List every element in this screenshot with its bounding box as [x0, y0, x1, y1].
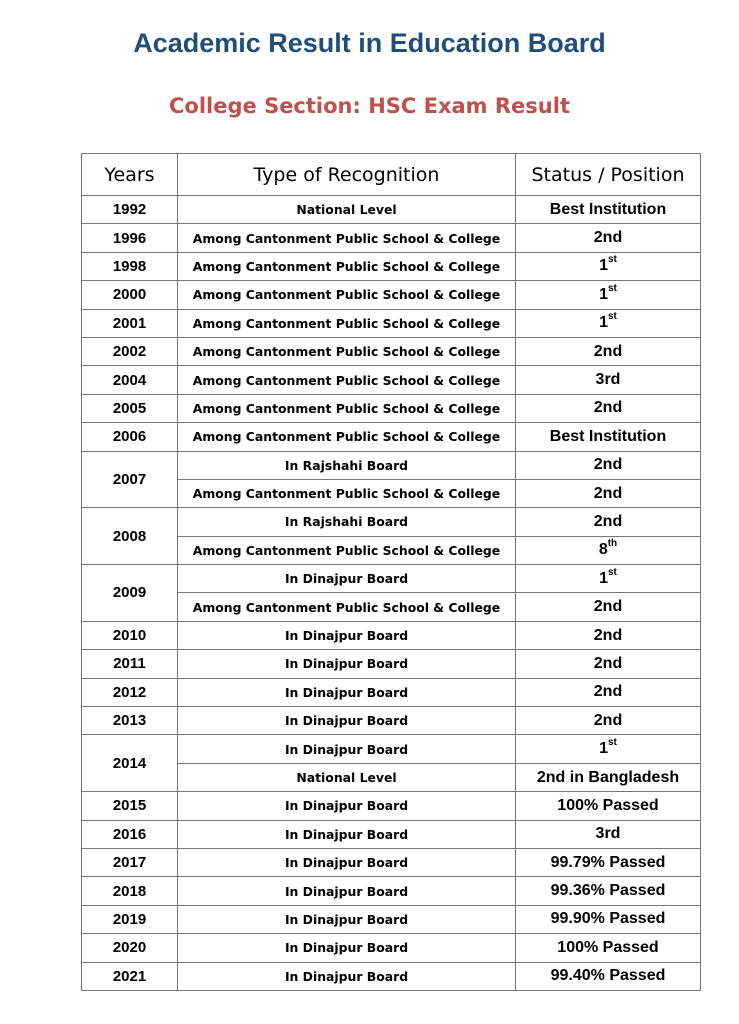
table-row — [82, 735, 701, 763]
table-row — [82, 934, 701, 962]
year-cell: 2020 — [82, 934, 178, 962]
recognition-type-cell: Among Cantonment Public School & College — [178, 423, 516, 451]
status-cell — [516, 337, 701, 365]
status-value: 99.36% Passed — [550, 882, 666, 900]
table-row — [82, 451, 701, 479]
recognition-type-cell: In Rajshahi Board — [178, 508, 516, 536]
status-cell — [516, 962, 701, 990]
status-ordinal-suffix: th — [607, 538, 618, 550]
status-cell — [516, 196, 701, 224]
table-row — [82, 224, 701, 252]
header-status-position: Status / Position — [516, 154, 701, 196]
status-cell — [516, 877, 701, 905]
year-cell: 2021 — [82, 962, 178, 990]
table-row — [82, 366, 701, 394]
status-value: 99.90% Passed — [550, 910, 666, 928]
year-cell: 1996 — [82, 224, 178, 252]
recognition-type-cell: Among Cantonment Public School & College — [178, 593, 516, 621]
status-cell — [516, 848, 701, 876]
status-value: 99.40% Passed — [550, 967, 666, 985]
table-row — [82, 423, 701, 451]
table-row — [82, 650, 701, 678]
status-cell — [516, 536, 701, 564]
year-cell: 2002 — [82, 337, 178, 365]
year-cell: 2012 — [82, 678, 178, 706]
year-cell: 1992 — [82, 196, 178, 224]
status-cell — [516, 792, 701, 820]
status-cell — [516, 394, 701, 422]
year-cell: 2008 — [82, 508, 178, 565]
status-value: 2nd — [593, 711, 623, 729]
status-cell — [516, 735, 701, 763]
recognition-type-cell: National Level — [178, 763, 516, 791]
table-row — [82, 281, 701, 309]
recognition-type-cell: In Dinajpur Board — [178, 678, 516, 706]
table-header-row — [82, 154, 701, 196]
status-value: 1 — [599, 257, 608, 275]
status-value: 2nd — [593, 484, 623, 502]
recognition-type-cell: In Dinajpur Board — [178, 820, 516, 848]
table-row — [82, 678, 701, 706]
status-cell — [516, 707, 701, 735]
status-ordinal-suffix: st — [608, 254, 617, 266]
status-ordinal-suffix: st — [608, 737, 617, 749]
status-value: 2nd — [593, 342, 623, 360]
status-cell — [516, 309, 701, 337]
recognition-type-cell: In Dinajpur Board — [178, 905, 516, 933]
recognition-type-cell: In Dinajpur Board — [178, 650, 516, 678]
status-value: 1 — [599, 569, 608, 587]
status-value: 2nd — [593, 683, 623, 701]
status-value: 2nd — [593, 456, 623, 474]
status-cell — [516, 650, 701, 678]
recognition-type-cell: In Dinajpur Board — [178, 877, 516, 905]
table-row — [82, 565, 701, 593]
status-value: 2nd — [593, 598, 623, 616]
status-ordinal-suffix: st — [608, 282, 617, 294]
recognition-type-cell: Among Cantonment Public School & College — [178, 309, 516, 337]
table-row — [82, 394, 701, 422]
year-cell: 2000 — [82, 281, 178, 309]
year-cell: 2004 — [82, 366, 178, 394]
status-cell — [516, 366, 701, 394]
status-value: 2nd — [593, 512, 623, 530]
recognition-type-cell: Among Cantonment Public School & College — [178, 252, 516, 280]
status-cell — [516, 479, 701, 507]
table-row — [82, 196, 701, 224]
year-cell: 2016 — [82, 820, 178, 848]
status-value: 99.79% Passed — [550, 853, 666, 871]
status-cell — [516, 423, 701, 451]
table-row — [82, 848, 701, 876]
year-cell: 2009 — [82, 565, 178, 622]
status-cell — [516, 820, 701, 848]
status-value: 2nd in Bangladesh — [536, 768, 680, 786]
page-subtitle: College Section: HSC Exam Result — [169, 94, 570, 118]
table-row — [82, 309, 701, 337]
status-cell — [516, 934, 701, 962]
status-value: Best Institution — [549, 427, 667, 445]
status-value: 1 — [599, 285, 608, 303]
status-value: 1 — [599, 314, 608, 332]
year-cell: 2011 — [82, 650, 178, 678]
recognition-type-cell: In Dinajpur Board — [178, 962, 516, 990]
status-value: 3rd — [595, 371, 621, 389]
table-row — [82, 877, 701, 905]
status-cell — [516, 224, 701, 252]
recognition-type-cell: In Dinajpur Board — [178, 934, 516, 962]
recognition-type-cell: Among Cantonment Public School & College — [178, 224, 516, 252]
table-row — [82, 792, 701, 820]
table-row — [82, 508, 701, 536]
year-cell: 2010 — [82, 621, 178, 649]
recognition-type-cell: In Dinajpur Board — [178, 707, 516, 735]
year-cell: 2018 — [82, 877, 178, 905]
recognition-type-cell: National Level — [178, 196, 516, 224]
status-cell — [516, 621, 701, 649]
year-cell: 2007 — [82, 451, 178, 508]
status-value: 2nd — [593, 399, 623, 417]
status-value: 2nd — [593, 229, 623, 247]
status-cell — [516, 281, 701, 309]
year-cell: 2015 — [82, 792, 178, 820]
results-table — [81, 153, 701, 991]
recognition-type-cell: In Rajshahi Board — [178, 451, 516, 479]
status-value: 2nd — [593, 626, 623, 644]
table-row — [82, 820, 701, 848]
year-cell: 2013 — [82, 707, 178, 735]
status-cell — [516, 508, 701, 536]
table-row — [82, 337, 701, 365]
table-row — [82, 252, 701, 280]
year-cell: 2019 — [82, 905, 178, 933]
header-years: Years — [82, 154, 178, 196]
recognition-type-cell: Among Cantonment Public School & College — [178, 337, 516, 365]
recognition-type-cell: Among Cantonment Public School & College — [178, 394, 516, 422]
status-cell — [516, 252, 701, 280]
recognition-type-cell: Among Cantonment Public School & College — [178, 281, 516, 309]
recognition-type-cell: In Dinajpur Board — [178, 565, 516, 593]
year-cell: 2001 — [82, 309, 178, 337]
status-value: Best Institution — [549, 200, 667, 218]
status-value: 1 — [599, 740, 608, 758]
status-value: 3rd — [595, 825, 621, 843]
table-row — [82, 707, 701, 735]
results-table-body — [82, 196, 701, 991]
status-cell — [516, 451, 701, 479]
recognition-type-cell: In Dinajpur Board — [178, 621, 516, 649]
status-value: 100% Passed — [557, 938, 659, 956]
year-cell: 2014 — [82, 735, 178, 792]
status-ordinal-suffix: st — [608, 566, 617, 578]
status-cell — [516, 763, 701, 791]
recognition-type-cell: In Dinajpur Board — [178, 848, 516, 876]
recognition-type-cell: In Dinajpur Board — [178, 792, 516, 820]
status-cell — [516, 905, 701, 933]
year-cell: 2017 — [82, 848, 178, 876]
recognition-type-cell: Among Cantonment Public School & College — [178, 536, 516, 564]
header-type-of-recognition: Type of Recognition — [178, 154, 516, 196]
table-row — [82, 621, 701, 649]
status-ordinal-suffix: st — [608, 311, 617, 323]
year-cell: 1998 — [82, 252, 178, 280]
status-value: 2nd — [593, 654, 623, 672]
table-row — [82, 905, 701, 933]
status-cell — [516, 565, 701, 593]
recognition-type-cell: Among Cantonment Public School & College — [178, 479, 516, 507]
recognition-type-cell: In Dinajpur Board — [178, 735, 516, 763]
status-cell — [516, 678, 701, 706]
page-title: Academic Result in Education Board — [133, 28, 606, 58]
table-row — [82, 962, 701, 990]
recognition-type-cell: Among Cantonment Public School & College — [178, 366, 516, 394]
status-cell — [516, 593, 701, 621]
year-cell: 2006 — [82, 423, 178, 451]
status-value: 100% Passed — [557, 796, 659, 814]
status-value: 8 — [598, 541, 608, 559]
year-cell: 2005 — [82, 394, 178, 422]
